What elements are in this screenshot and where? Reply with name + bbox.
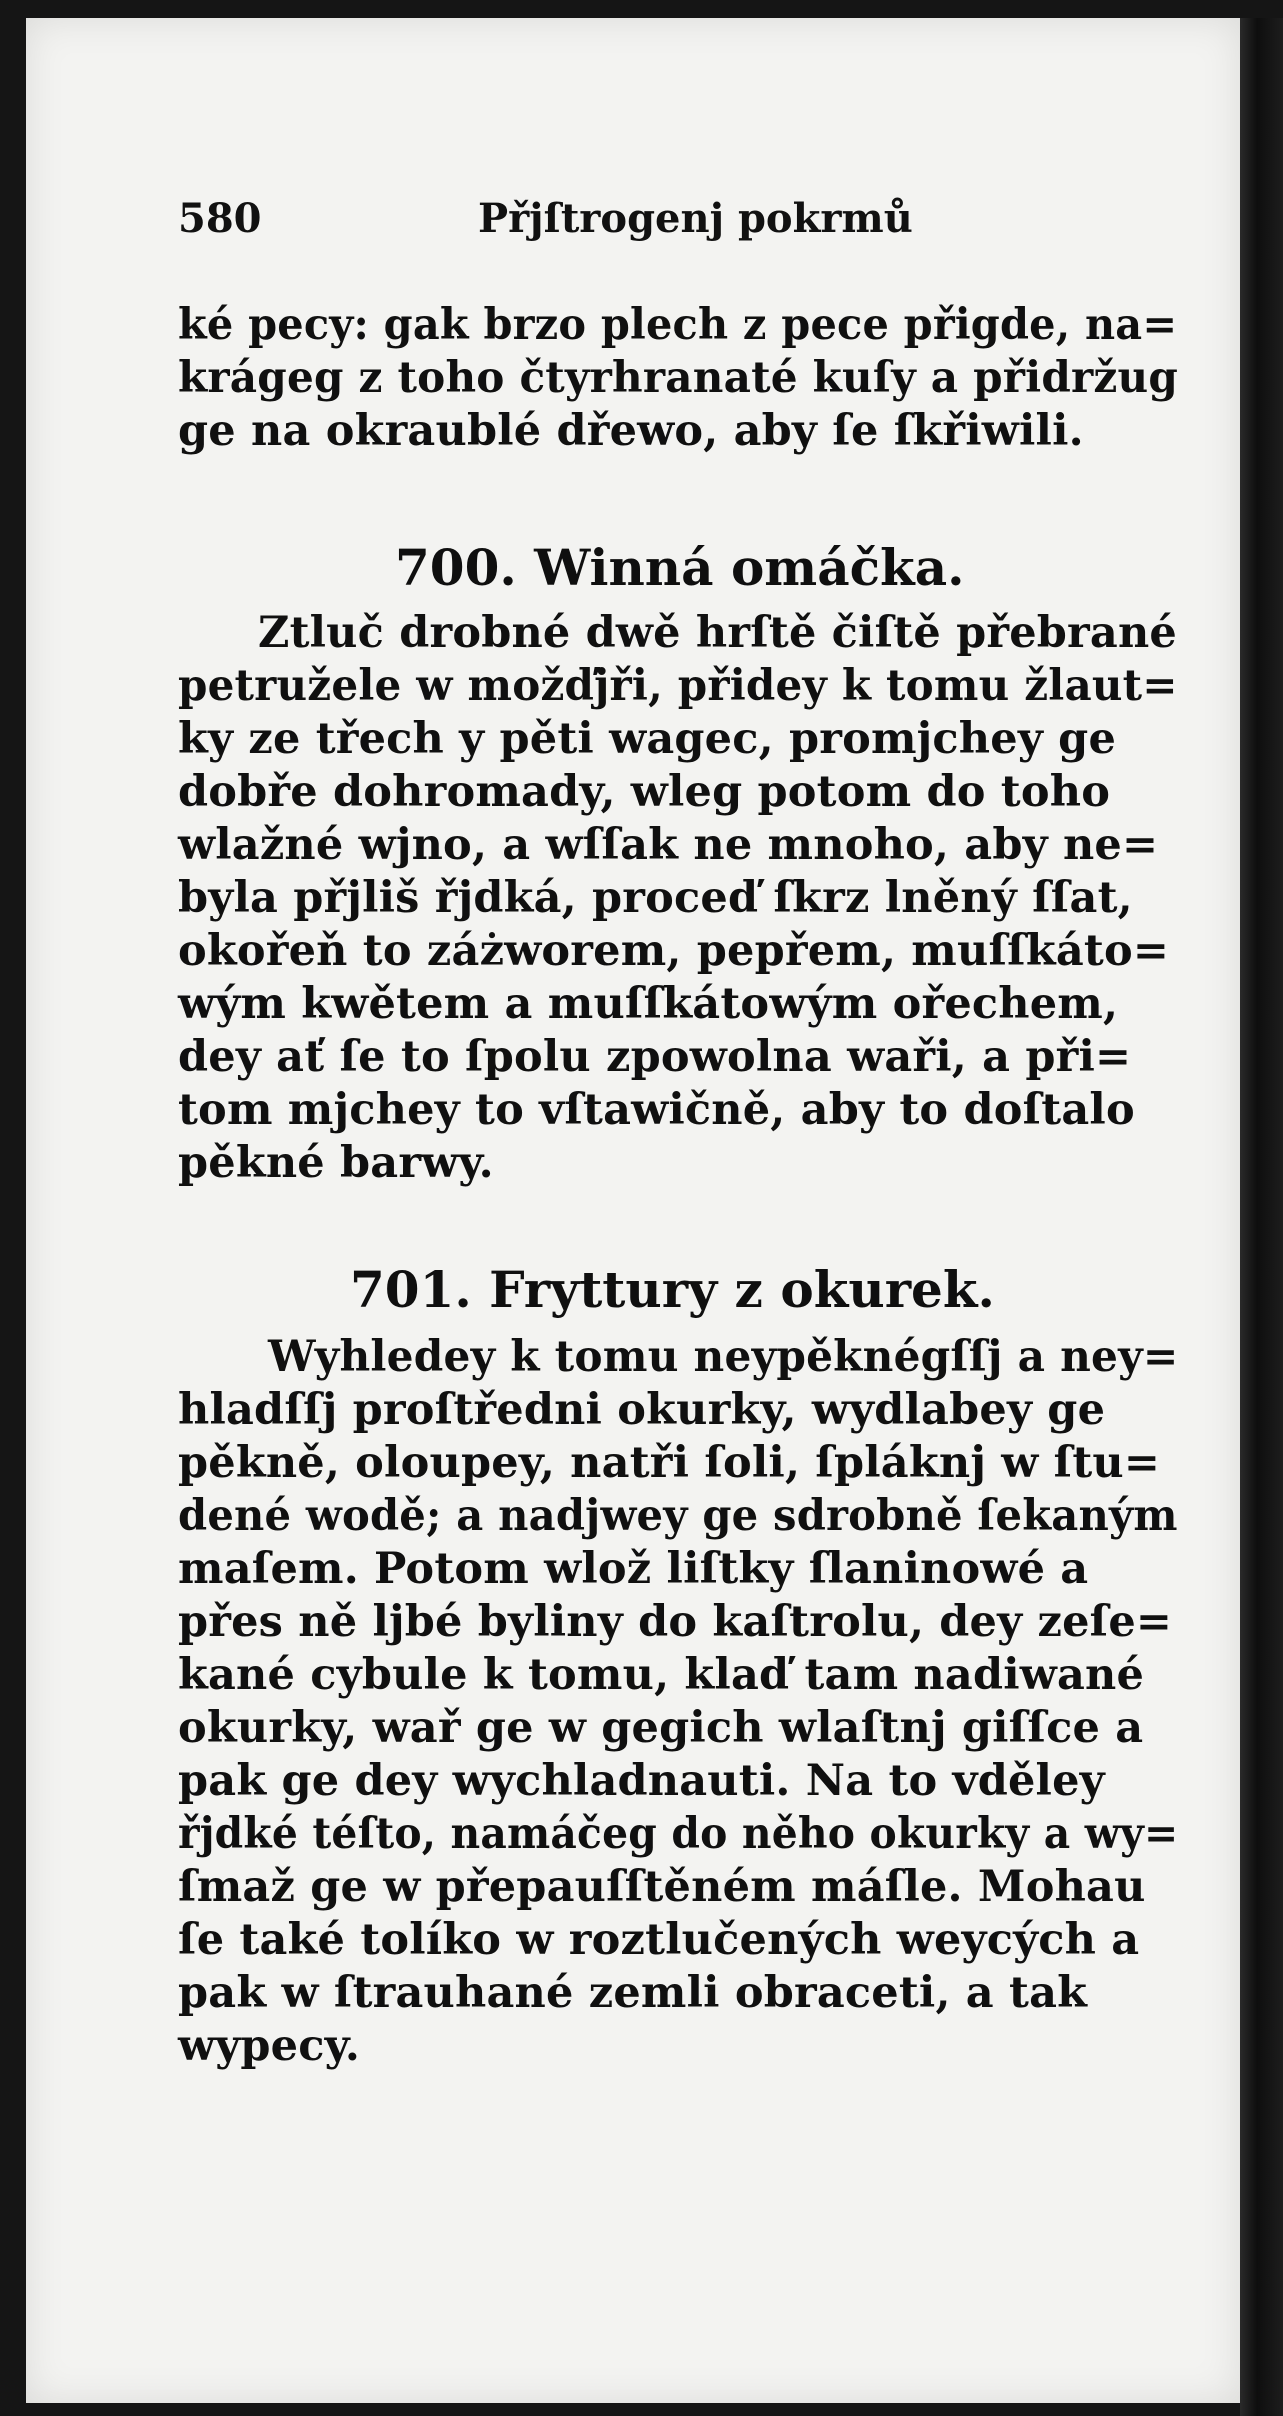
running-title: Přjſtrogenj pokrmů [478, 195, 913, 242]
text-line: pěkně, oloupey, natři ſoli, ſpláknj w ſtu= [178, 1438, 1161, 1488]
text-line: pak w ſtrauhané zemli obraceti, a tak [178, 1968, 1088, 2018]
section-701-title: 701. Fryttury z okurek. [350, 1260, 995, 1319]
page-number: 580 [178, 195, 262, 242]
text-line: okořeň to záżworem, pepřem, muſſkáto= [178, 926, 1170, 976]
text-line: okurky, wař ge w gegich wlaſtnj giſſce a [178, 1703, 1144, 1753]
text-line: kané cybule k tomu, klaď tam nadiwané [178, 1650, 1145, 1700]
text-line: přes ně ljbé byliny do kaſtrolu, dey zeſe= [178, 1597, 1173, 1647]
text-line: Wyhledey k tomu neypěknégſſj a ney= [268, 1332, 1179, 1382]
text-line: ky ze třech y pěti wagec, promjchey ge [178, 714, 1116, 764]
text-line: pěkné barwy. [178, 1138, 494, 1188]
text-line: petružele w možďjři, přidey k tomu žlaut= [178, 661, 1178, 711]
text-line: hladſſj proſtředni okurky, wydlabey ge [178, 1385, 1106, 1435]
text-line: pak ge dey wychladnauti. Na to vděley [178, 1756, 1105, 1806]
text-line: tom mjchey to vſtawičně, aby to doſtalo [178, 1085, 1135, 1135]
page-edge [1240, 18, 1283, 2416]
text-line: wypecy. [178, 2021, 361, 2071]
text-line: ge na okraublé dřewo, aby ſe ſkřiwili. [178, 406, 1084, 456]
text-line: dey ať ſe to ſpolu zpowolna waři, a při= [178, 1032, 1132, 1082]
text-line: řjdké téſto, namáčeg do něho okurky a wy= [178, 1809, 1179, 1859]
text-line: byla přjliš řjdká, proceď ſkrz lněný ſſat, [178, 873, 1133, 923]
text-line: Ztluč drobné dwě hrſtě čiſtě přebrané [258, 608, 1177, 658]
text-line: maſem. Potom wlož liſtky ſlaninowé a [178, 1544, 1089, 1594]
text-line: wlažné wjno, a wſſak ne mnoho, aby ne= [178, 820, 1159, 870]
text-line: ſmaž ge w přepauſſtěném máſle. Mohau [178, 1862, 1146, 1912]
text-line: krágeg z toho čtyrhranaté kuſy a přidržug [178, 353, 1179, 403]
text-line: dobře dohromady, wleg potom do toho [178, 767, 1111, 817]
text-line: wým kwětem a muſſkátowým ořechem, [178, 979, 1119, 1029]
section-700-title: 700. Winná omáčka. [395, 538, 965, 597]
text-line: ſe také tolíko w roztlučených weycých a [178, 1915, 1140, 1965]
text-line: dené wodě; a nadjwey ge sdrobně ſekaným [178, 1491, 1178, 1541]
text-line: ké pecy: gak brzo plech z pece přigde, na= [178, 300, 1178, 350]
